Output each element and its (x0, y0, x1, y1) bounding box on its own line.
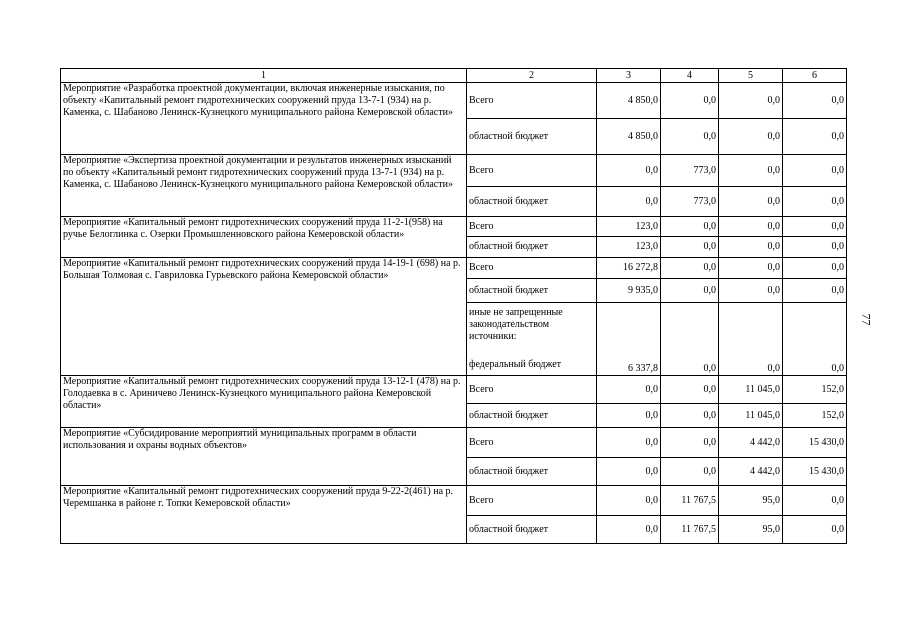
value-col3: 4 850,0 (597, 83, 661, 119)
value-col5: 11 045,0 (719, 376, 783, 404)
value-col5: 0,0 (719, 217, 783, 237)
header-row (61, 69, 847, 83)
header-cell-6: 6 (783, 69, 847, 83)
funding-source: Всего (467, 155, 597, 187)
event-title: Мероприятие «Разработка проектной документации, включая инженерные изыскания, по объекту «Капитальный ремонт гидротехнических сооружений пруда 13-7-1 (934) на р. Каменка, с. Шабаново Ленинск-Кузнецкого муниципального района Кемеровской области» (61, 83, 467, 155)
value-col6: 0,0 (783, 279, 847, 303)
value-col3: 0,0 (597, 516, 661, 544)
funding-source: Всего (467, 428, 597, 458)
value-col5: 0,0 (719, 303, 783, 376)
value-col6: 0,0 (783, 187, 847, 217)
header-cell-4: 4 (661, 69, 719, 83)
event-title: Мероприятие «Капитальный ремонт гидротехнических сооружений пруда 14-19-1 (698) на р. Большая Толмовая с. Гавриловка Гурьевского района Кемеровской области» (61, 258, 467, 376)
value-col5: 0,0 (719, 119, 783, 155)
value-col4: 0,0 (661, 217, 719, 237)
value-col5: 0,0 (719, 187, 783, 217)
value-col6: 0,0 (783, 83, 847, 119)
header-cell-2: 2 (467, 69, 597, 83)
value-col6: 0,0 (783, 303, 847, 376)
event-title: Мероприятие «Субсидирование мероприятий муниципальных программ в области использования и охраны водных объектов» (61, 428, 467, 486)
value-col6: 152,0 (783, 376, 847, 404)
value-col4: 0,0 (661, 237, 719, 258)
value-col3: 0,0 (597, 404, 661, 428)
value-col5: 0,0 (719, 155, 783, 187)
value-col4: 0,0 (661, 404, 719, 428)
table-row (61, 486, 847, 516)
funding-source-note: иные не запрещенные законодательством источники: (469, 307, 563, 342)
value-col6: 15 430,0 (783, 458, 847, 486)
value-col4: 0,0 (661, 83, 719, 119)
value-col6: 15 430,0 (783, 428, 847, 458)
value-col4: 11 767,5 (661, 516, 719, 544)
value-col6: 152,0 (783, 404, 847, 428)
funding-source: областной бюджет (467, 237, 597, 258)
event-title: Мероприятие «Капитальный ремонт гидротехнических сооружений пруда 13-12-1 (478) на р. Голодаевка в с. Ариничево Ленинск-Кузнецкого муниципального района Кемеровской области» (61, 376, 467, 428)
value-col4: 773,0 (661, 187, 719, 217)
table-row (61, 376, 847, 404)
value-col5: 0,0 (719, 83, 783, 119)
value-col3: 6 337,8 (597, 303, 661, 376)
event-title: Мероприятие «Экспертиза проектной документации и результатов инженерных изысканий по объекту «Капитальный ремонт гидротехнических сооружений пруда 13-7-1 (934) на р. Каменка, с. Шабаново Ленинск-Кузнецкого муниципального района Кемеровской области» (61, 155, 467, 217)
value-col3: 0,0 (597, 486, 661, 516)
funding-source: Всего (467, 486, 597, 516)
value-col6: 0,0 (783, 516, 847, 544)
funding-source: областной бюджет (467, 516, 597, 544)
value-col5: 11 045,0 (719, 404, 783, 428)
value-col5: 0,0 (719, 279, 783, 303)
value-col6: 0,0 (783, 237, 847, 258)
header-cell-1: 1 (61, 69, 467, 83)
value-col3: 0,0 (597, 187, 661, 217)
value-col6: 0,0 (783, 486, 847, 516)
event-title: Мероприятие «Капитальный ремонт гидротехнических сооружений пруда 11-2-1(958) на ручье Белоглинка с. Озерки Промышленновского района Кемеровской области» (61, 217, 467, 258)
value-col4: 0,0 (661, 458, 719, 486)
value-col4: 0,0 (661, 279, 719, 303)
table-row (61, 428, 847, 458)
funding-source: областной бюджет (467, 458, 597, 486)
header-cell-3: 3 (597, 69, 661, 83)
value-col5: 95,0 (719, 516, 783, 544)
funding-source: Всего (467, 376, 597, 404)
value-col3: 0,0 (597, 428, 661, 458)
value-col6: 0,0 (783, 258, 847, 279)
value-col4: 0,0 (661, 258, 719, 279)
value-col3: 0,0 (597, 376, 661, 404)
table-row (61, 217, 847, 237)
funding-source: областной бюджет (467, 119, 597, 155)
value-col3: 16 272,8 (597, 258, 661, 279)
value-col5: 4 442,0 (719, 458, 783, 486)
page-number: 77 (859, 313, 874, 326)
value-col3: 123,0 (597, 237, 661, 258)
value-col4: 11 767,5 (661, 486, 719, 516)
value-col6: 0,0 (783, 217, 847, 237)
value-col3: 9 935,0 (597, 279, 661, 303)
funding-source: областной бюджет (467, 187, 597, 217)
value-col3: 4 850,0 (597, 119, 661, 155)
funding-source-label: федеральный бюджет (469, 359, 562, 370)
value-col5: 4 442,0 (719, 428, 783, 458)
value-col3: 123,0 (597, 217, 661, 237)
funding-source: областной бюджет (467, 279, 597, 303)
funding-source (467, 303, 597, 376)
value-col5: 0,0 (719, 237, 783, 258)
value-col4: 773,0 (661, 155, 719, 187)
value-col4: 0,0 (661, 376, 719, 404)
value-col4: 0,0 (661, 119, 719, 155)
funding-source: Всего (467, 258, 597, 279)
value-col3: 0,0 (597, 458, 661, 486)
table-row (61, 258, 847, 279)
funding-source: Всего (467, 83, 597, 119)
funding-source: областной бюджет (467, 404, 597, 428)
value-col5: 95,0 (719, 486, 783, 516)
value-col6: 0,0 (783, 119, 847, 155)
budget-table (60, 68, 847, 544)
value-col3: 0,0 (597, 155, 661, 187)
event-title: Мероприятие «Капитальный ремонт гидротехнических сооружений пруда 9-22-2(461) на р. Черемшанка в районе г. Топки Кемеровской области» (61, 486, 467, 544)
table-row (61, 83, 847, 119)
value-col6: 0,0 (783, 155, 847, 187)
value-col4: 0,0 (661, 428, 719, 458)
value-col4: 0,0 (661, 303, 719, 376)
header-cell-5: 5 (719, 69, 783, 83)
value-col5: 0,0 (719, 258, 783, 279)
table-row (61, 155, 847, 187)
funding-source: Всего (467, 217, 597, 237)
